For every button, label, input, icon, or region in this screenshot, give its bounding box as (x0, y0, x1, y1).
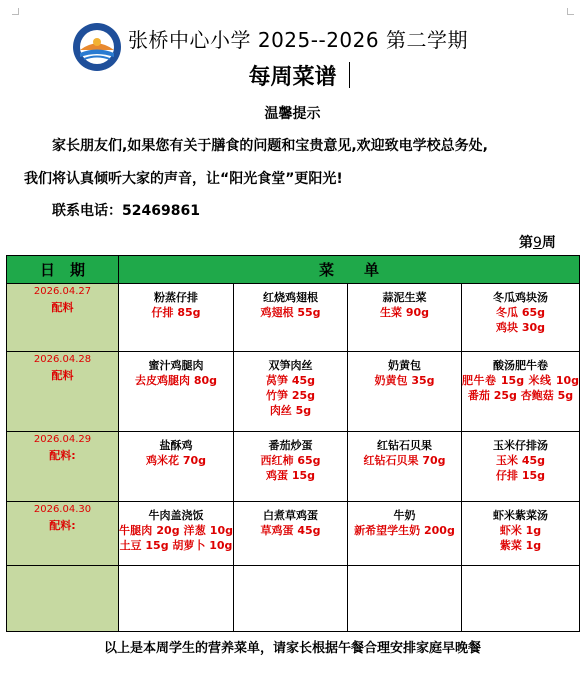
row-date: 2026.04.28 (33, 354, 92, 365)
dish-name: 牛肉盖浇饭 (148, 509, 204, 522)
dish-ingredient: 鸡米花 70g (145, 454, 206, 467)
dish-ingredient: 奶黄包 35g (374, 374, 435, 387)
dish-cell (348, 432, 462, 502)
tips-title: 温馨提示 (264, 106, 321, 122)
empty-date-cell (7, 566, 119, 632)
tips-line-1: 家长朋友们,如果您有关于膳食的问题和宝贵意见,欢迎致电学校总务处, (52, 138, 488, 154)
dish-ingredient: 草鸡蛋 45g (260, 524, 321, 537)
dish-ingredient: 去皮鸡腿肉 80g (134, 374, 217, 387)
page-corner-mark (567, 8, 574, 15)
dish-ingredient: 莴笋 45g (265, 374, 315, 387)
text-cursor (349, 62, 350, 88)
phone-label: 联系电话： (52, 203, 122, 219)
empty-row (7, 566, 580, 632)
dish-cell (348, 352, 462, 432)
table-row (7, 352, 580, 432)
date-cell (7, 432, 119, 502)
dish-name: 双笋肉丝 (268, 359, 313, 372)
date-cell (7, 502, 119, 566)
row-ingredients-label: 配料 (51, 369, 74, 382)
dish-ingredient: 西红柿 65g (260, 454, 321, 467)
row-ingredients-label: 配料: (49, 449, 76, 462)
dish-ingredient: 红钻石贝果 70g (363, 454, 446, 467)
dish-name: 红烧鸡翅根 (263, 291, 318, 304)
phone-number: 52469861 (122, 203, 200, 219)
dish-ingredient: 仔排 85g (151, 306, 201, 319)
menu-table-header (7, 256, 580, 284)
dish-ingredient: 新希望学生奶 200g (354, 524, 455, 537)
dish-ingredient: 冬瓜 65g (496, 306, 546, 319)
dish-name: 粉蒸仔排 (154, 291, 198, 304)
dish-name: 蒜泥生菜 (382, 291, 427, 304)
dish-ingredient: 牛腿肉 20g 洋葱 10g 土豆 15g 胡萝卜 10g (119, 524, 233, 552)
week-prefix: 第 (519, 235, 533, 251)
dish-name: 冬瓜鸡块汤 (493, 291, 548, 304)
dish-ingredient: 肥牛卷 15g 米线 10g 番茄 25g 杏鲍菇 5g (462, 374, 580, 402)
dish-ingredient: 鸡块 30g (496, 321, 546, 334)
week-label (519, 232, 556, 252)
menu-title: 每周菜谱 (248, 65, 337, 90)
header-menu: 菜 单 (119, 256, 580, 284)
dish-name: 红钻石贝果 (377, 439, 432, 452)
dish-name: 奶黄包 (388, 359, 421, 372)
menu-table-body (7, 284, 580, 632)
row-date: 2026.04.30 (33, 504, 92, 515)
footer-note: 以上是本周学生的营养菜单，请家长根据午餐合理安排家庭早晚餐 (103, 641, 481, 656)
tips-line-2: 我们将认真倾听大家的声音，让“阳光食堂”更阳光! (24, 171, 343, 187)
page-corner-mark (12, 8, 19, 15)
dish-name: 虾米紫菜汤 (493, 509, 548, 522)
dish-cell (234, 352, 348, 432)
dish-cell (234, 502, 348, 566)
dish-cell (234, 432, 348, 502)
empty-dish-cell (119, 566, 234, 632)
dish-cell (462, 352, 580, 432)
row-ingredients-label: 配料: (49, 519, 76, 532)
dish-name: 蜜汁鸡腿肉 (148, 359, 204, 372)
table-row (7, 284, 580, 352)
week-number: 9 (533, 235, 542, 251)
dish-cell (462, 432, 580, 502)
dish-cell (348, 502, 462, 566)
dish-name: 盐酥鸡 (159, 439, 193, 452)
date-cell (7, 352, 119, 432)
dish-name: 白煮草鸡蛋 (263, 509, 318, 522)
dish-name: 牛奶 (393, 509, 416, 522)
contact-phone (52, 200, 200, 220)
row-date: 2026.04.29 (33, 434, 92, 445)
dish-ingredient: 生菜 90g (379, 306, 429, 319)
dish-name: 番茄炒蛋 (268, 439, 313, 452)
dish-cell (119, 502, 234, 566)
dish-cell (462, 284, 580, 352)
dish-ingredient: 竹笋 25g (265, 389, 315, 402)
dish-cell (119, 352, 234, 432)
date-cell (7, 284, 119, 352)
dish-name: 酸汤肥牛卷 (493, 359, 548, 372)
dish-ingredient: 肉丝 5g (269, 404, 312, 417)
dish-ingredient: 虾米 1g (499, 524, 542, 537)
dish-cell (462, 502, 580, 566)
dish-ingredient: 紫菜 1g (499, 539, 542, 552)
dish-ingredient: 鸡蛋 15g (265, 469, 315, 482)
dish-cell (119, 432, 234, 502)
dish-cell (348, 284, 462, 352)
row-ingredients-label: 配料 (51, 301, 74, 314)
dish-ingredient: 仔排 15g (496, 469, 546, 482)
empty-dish-cell (348, 566, 462, 632)
week-suffix: 周 (541, 235, 556, 251)
dish-cell (234, 284, 348, 352)
dish-name: 玉米仔排汤 (493, 439, 548, 452)
header-date: 日 期 (7, 256, 119, 284)
row-date: 2026.04.27 (33, 286, 92, 297)
dish-cell (119, 284, 234, 352)
school-title: 张桥中心小学 2025--2026 第二学期 (128, 28, 468, 52)
empty-dish-cell (234, 566, 348, 632)
dish-ingredient: 鸡翅根 55g (260, 306, 321, 319)
empty-dish-cell (462, 566, 580, 632)
table-row (7, 502, 580, 566)
menu-table (6, 255, 580, 632)
table-row (7, 432, 580, 502)
dish-ingredient: 玉米 45g (496, 454, 546, 467)
